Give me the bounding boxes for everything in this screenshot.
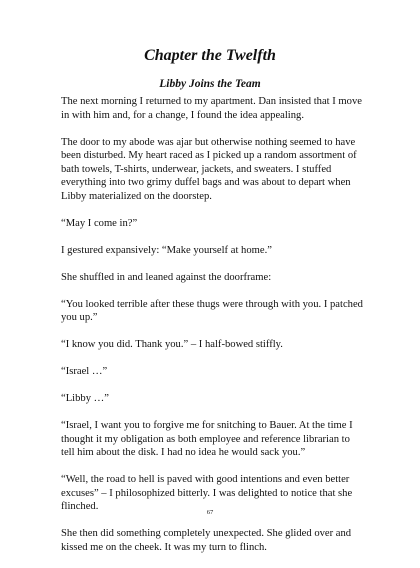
paragraph: “I know you did. Thank you.” – I half-bowed stiffly.: [61, 339, 283, 350]
paragraph: “Israel …”: [61, 366, 108, 377]
body-text: [61, 95, 366, 568]
paragraph: “You looked terrible after these thugs were through with you. I patched you up.”: [61, 298, 363, 323]
paragraph: She then did something completely unexpected. She glided over and kissed me on the cheek. It was my turn to flinch.: [61, 528, 352, 553]
paragraph: “Libby …”: [61, 393, 109, 404]
chapter-subtitle: Libby Joins the Team: [159, 78, 261, 90]
chapter-title: Chapter the Twelfth: [144, 47, 276, 64]
paragraph: The next morning I returned to my apartment. Dan insisted that I move in with him and, for a change, I found the idea appealing.: [61, 96, 362, 121]
paragraph: “Well, the road to hell is paved with good intentions and even better excuses” – I philosophized bitterly. I was delighted to notice that she flinched.: [61, 474, 353, 512]
page-number: 67: [206, 509, 214, 516]
paragraph: The door to my abode was ajar but otherwise nothing seemed to have been disturbed. My heart raced as I picked up a random assortment of bath towels, T-shirts, underwear, jackets, and sweaters. I stuffed everything into two grimy duffel bags and was about to depart when Libby materialized on the doorstep.: [61, 136, 357, 202]
paragraph: “May I come in?”: [61, 217, 138, 229]
paragraph: She shuffled in and leaned against the doorframe:: [61, 271, 272, 283]
paragraph: I gestured expansively: “Make yourself at home.”: [61, 244, 272, 256]
paragraph: “Israel, I want you to forgive me for snitching to Bauer. At the time I thought it my obligation as both employee and reference librarian to tell him about the disk. I had no idea he would sack you.”: [61, 420, 353, 458]
